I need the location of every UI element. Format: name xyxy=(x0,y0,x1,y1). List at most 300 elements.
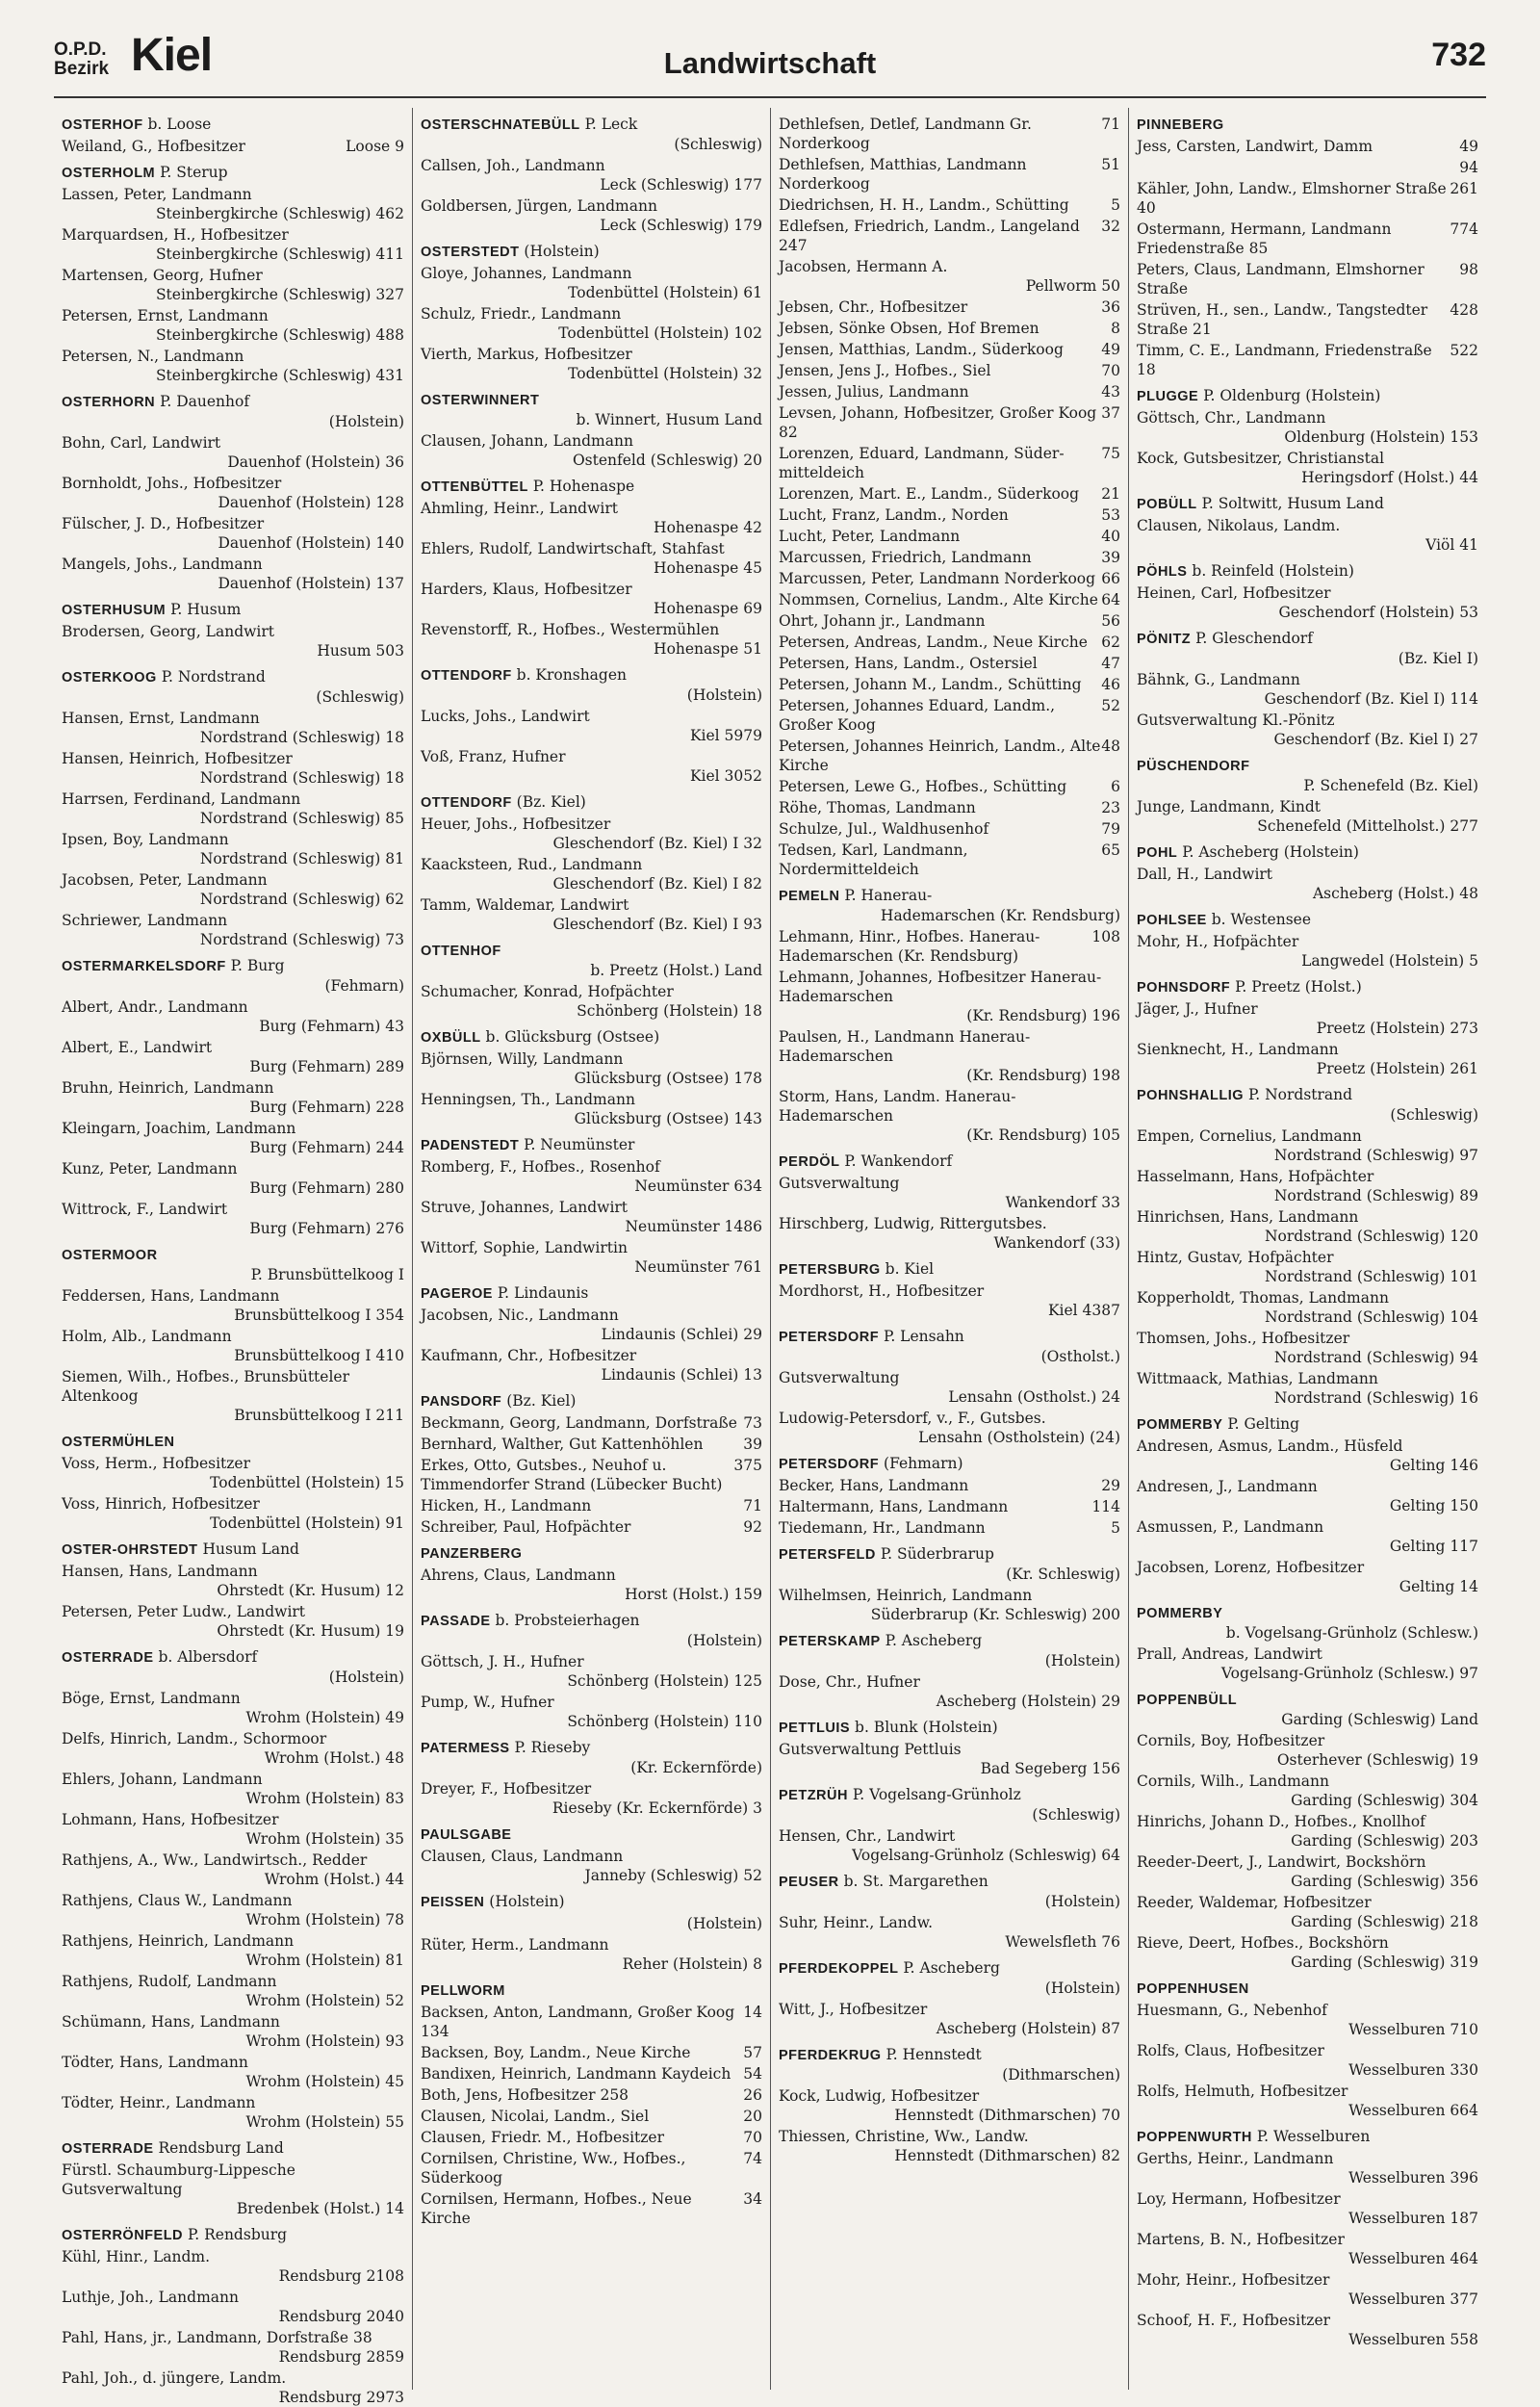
entry-line xyxy=(779,1409,1120,1428)
entry-line xyxy=(62,2328,404,2347)
entry-location-line xyxy=(421,726,762,745)
entry-line xyxy=(1137,1248,1478,1267)
entry-location-line xyxy=(421,216,762,235)
place-section xyxy=(1137,386,1478,487)
entry-location: Bad Segeberg xyxy=(980,1760,1088,1777)
entry-location-line xyxy=(1137,1791,1478,1810)
phone-number: 1486 xyxy=(724,1218,762,1235)
entry-location: Hohenaspe xyxy=(654,559,739,577)
phone-number: 53 xyxy=(1101,506,1120,524)
entry-location-line xyxy=(421,1069,762,1088)
entry-name: Clausen, Claus, Landmann xyxy=(421,1848,624,1865)
phone-number: 18 xyxy=(385,729,404,746)
place-heading xyxy=(1137,842,1478,863)
directory-entry xyxy=(62,474,404,512)
phone-number: 488 xyxy=(375,326,404,344)
entry-line xyxy=(421,1346,762,1365)
entry-line xyxy=(1137,2001,1478,2020)
directory-entry xyxy=(62,433,404,472)
entry-location-line xyxy=(421,558,762,578)
entry-location: Neumünster xyxy=(634,1178,730,1195)
entry-location-line xyxy=(1137,730,1478,749)
directory-entry xyxy=(1137,1477,1478,1515)
place-section xyxy=(779,1327,1120,1447)
entry-location: Rendsburg xyxy=(278,2389,362,2406)
entry-location: Ascheberg (Holstein) xyxy=(936,1693,1097,1710)
phone-number: 24 xyxy=(1101,1388,1120,1406)
entry-name: Hinrichs, Johann D., Hofbes., Knollhof xyxy=(1137,1813,1425,1830)
place-heading xyxy=(779,1259,1120,1280)
phone-number: 37 xyxy=(1101,404,1120,422)
phone-number: 3 xyxy=(753,1799,762,1817)
phone-number: 120 xyxy=(1450,1228,1478,1245)
entry-line xyxy=(62,2012,404,2032)
directory-entry xyxy=(779,819,1120,839)
place-subline: (Schleswig) xyxy=(1032,1806,1120,1824)
directory-entry xyxy=(421,2085,762,2105)
entry-name: Lehmann, Johannes, Hofbesitzer Hanerau-Hademarschen xyxy=(779,969,1102,1005)
entry-name: Martensen, Georg, Hufner xyxy=(62,267,263,284)
place-heading xyxy=(1137,756,1478,776)
entry-line xyxy=(62,2247,404,2266)
phone-number: 5 xyxy=(1111,1519,1120,1537)
place-section xyxy=(421,941,762,1021)
entry-location: Hennstedt (Dithmarschen) xyxy=(894,2147,1097,2164)
entry-name: Timm, C. E., Landmann, Friedenstraße 18 xyxy=(1137,342,1432,378)
entry-line xyxy=(779,1518,1120,1538)
entry-name: Wittorf, Sophie, Landwirtin xyxy=(421,1239,628,1256)
entry-name: Albert, Andr., Landmann xyxy=(62,998,248,1016)
entry-line xyxy=(779,484,1120,504)
entry-location: Nordstrand (Schleswig) xyxy=(199,769,381,787)
directory-entry xyxy=(421,1693,762,1731)
phone-number: 98 xyxy=(1459,261,1478,278)
directory-column xyxy=(770,108,1128,2390)
directory-entry xyxy=(779,340,1120,359)
entry-location-line xyxy=(1137,1750,1478,1770)
phone-number: 20 xyxy=(743,452,762,469)
entry-name: Cornilsen, Christine, Ww., Hofbes., Süderkoog xyxy=(421,2150,686,2187)
place-name: PÖHLS xyxy=(1137,564,1188,580)
entry-location-line xyxy=(62,285,404,304)
entry-line xyxy=(62,1367,404,1406)
phone-number: 3052 xyxy=(724,767,762,785)
entry-line xyxy=(421,345,762,364)
directory-entry xyxy=(421,345,762,383)
directory-entry xyxy=(779,217,1120,255)
entry-line xyxy=(779,1368,1120,1387)
entry-line xyxy=(421,1198,762,1217)
directory-entry xyxy=(1137,516,1478,555)
directory-entry xyxy=(1137,932,1478,971)
entry-line xyxy=(1137,932,1478,951)
entry-location: Schönberg (Holstein) xyxy=(577,1002,739,1020)
phone-number: 61 xyxy=(743,284,762,301)
entry-name: Lucht, Peter, Landmann xyxy=(779,528,961,545)
directory-entry xyxy=(779,527,1120,546)
entry-name: Cornils, Boy, Hofbesitzer xyxy=(1137,1732,1325,1749)
entry-location: Reher (Holstein) xyxy=(622,1955,749,1973)
directory-entry xyxy=(779,654,1120,673)
entry-location: Nordstrand (Schleswig) xyxy=(199,810,381,827)
place-name: OSTERKOOG xyxy=(62,670,157,686)
post-office: P. Ascheberg xyxy=(885,1632,983,1649)
entry-line xyxy=(421,2189,762,2228)
entry-location-line xyxy=(779,1301,1120,1320)
phone-number: 261 xyxy=(1450,180,1478,197)
entry-location-line xyxy=(779,1605,1120,1624)
place-section xyxy=(421,1391,762,1537)
entry-location: Wesselburen xyxy=(1348,2021,1446,2038)
entry-name: Göttsch, J. H., Hufner xyxy=(421,1653,584,1670)
post-office: P. Hennstedt xyxy=(886,2046,982,2063)
entry-name: Ohrt, Johann jr., Landmann xyxy=(779,612,986,630)
entry-name: Huesmann, G., Nebenhof xyxy=(1137,2002,1327,2019)
entry-name: Asmussen, P., Landmann xyxy=(1137,1518,1324,1536)
entry-location: Garding (Schleswig) xyxy=(1291,1832,1446,1850)
directory-entry xyxy=(62,789,404,828)
entry-line xyxy=(62,2161,404,2199)
entry-name: Kopperholdt, Thomas, Landmann xyxy=(1137,1289,1389,1307)
phone-number: 65 xyxy=(1101,841,1120,859)
entry-line xyxy=(779,1214,1120,1233)
directory-entry xyxy=(779,569,1120,588)
directory-entry xyxy=(421,304,762,343)
entry-line xyxy=(779,2127,1120,2146)
entry-line xyxy=(62,997,404,1017)
place-subline: b. Winnert, Husum Land xyxy=(576,411,762,428)
directory-columns xyxy=(54,108,1486,2406)
entry-name: Peters, Claus, Landmann, Elmshorner Straße xyxy=(1137,261,1424,298)
place-subline: (Fehmarn) xyxy=(324,977,404,995)
directory-entry xyxy=(1137,1126,1478,1165)
directory-entry xyxy=(1137,1731,1478,1770)
entry-name: Harders, Klaus, Hofbesitzer xyxy=(421,581,632,598)
place-section xyxy=(779,1785,1120,1865)
entry-line xyxy=(421,304,762,324)
phone-number: (33) xyxy=(1090,1234,1120,1252)
entry-line xyxy=(62,433,404,453)
entry-line xyxy=(1137,1329,1478,1348)
directory-entry xyxy=(1137,711,1478,749)
directory-entry xyxy=(62,709,404,747)
post-office: (Bz. Kiel) xyxy=(506,1392,577,1410)
entry-name: Rieve, Deert, Hofbes., Bockshörn xyxy=(1137,1934,1389,1952)
entry-name: Harrsen, Ferdinand, Landmann xyxy=(62,790,301,808)
entry-name: Weiland, G., Hofbesitzer xyxy=(62,138,245,155)
entry-name: Bornholdt, Johs., Hofbesitzer xyxy=(62,475,282,492)
entry-name: Hansen, Hans, Landmann xyxy=(62,1563,258,1580)
phone-number: 70 xyxy=(743,2129,762,2146)
place-heading xyxy=(1137,2127,1478,2147)
entry-location-line xyxy=(421,283,762,302)
phone-number: 32 xyxy=(1101,218,1120,235)
place-section xyxy=(421,115,762,235)
phone-number: 93 xyxy=(743,916,762,933)
phone-number: 33 xyxy=(1101,1194,1120,1211)
entry-location-line xyxy=(62,2347,404,2367)
entry-name: Luthje, Joh., Landmann xyxy=(62,2289,239,2306)
entry-line xyxy=(421,1238,762,1257)
entry-location: Hohenaspe xyxy=(654,600,739,617)
phone-number: 42 xyxy=(743,519,762,536)
post-office: P. Nordstrand xyxy=(1247,1086,1353,1103)
post-office: P. Rendsburg xyxy=(187,2226,288,2243)
phone-number: 5 xyxy=(1111,196,1120,214)
directory-entry xyxy=(779,319,1120,338)
phone-number: 39 xyxy=(743,1436,762,1453)
place-name: OSTERRADE xyxy=(62,1650,154,1666)
entry-location: Neumünster xyxy=(625,1218,720,1235)
post-office: P. Nordstrand xyxy=(161,668,266,686)
entry-location-line xyxy=(1137,1146,1478,1165)
phone-number: 410 xyxy=(375,1347,404,1364)
entry-name: Beckmann, Georg, Landmann, Dorfstraße xyxy=(421,1414,737,1432)
directory-entry xyxy=(421,1566,762,1604)
entry-name: Schulze, Jul., Waldhusenhof xyxy=(779,820,989,838)
phone-number: 375 xyxy=(733,1457,762,1474)
entry-line xyxy=(779,611,1120,631)
entry-line xyxy=(421,1157,762,1177)
place-subline: (Ostholst.) xyxy=(1040,1348,1120,1365)
place-heading xyxy=(1137,977,1478,997)
directory-entry xyxy=(1137,2041,1478,2080)
entry-location-line xyxy=(62,1306,404,1325)
entry-location-line xyxy=(62,768,404,788)
entry-location: Wrohm (Holst.) xyxy=(264,1871,381,1888)
entry-line xyxy=(779,1497,1120,1516)
entry-location: Burg (Fehmarn) xyxy=(249,1220,372,1237)
phone-number: 56 xyxy=(1101,612,1120,630)
entry-name: Storm, Hans, Landm. Hanerau-Hademarschen xyxy=(779,1088,1016,1125)
directory-entry xyxy=(1137,449,1478,487)
phone-number: 48 xyxy=(1101,738,1120,755)
entry-location: Wrohm (Holstein) xyxy=(245,1790,381,1807)
place-name: OSTERWINNERT xyxy=(421,393,540,408)
entry-location: Bredenbek (Holst.) xyxy=(236,2200,381,2217)
entry-line xyxy=(421,815,762,834)
entry-name: Hirschberg, Ludwig, Rittergutsbes. xyxy=(779,1215,1047,1232)
directory-entry xyxy=(421,539,762,578)
entry-name: Marcussen, Peter, Landmann Norderkoog xyxy=(779,570,1096,587)
entry-line xyxy=(62,1972,404,1991)
entry-location: Wesselburen xyxy=(1348,2061,1446,2079)
phone-number: 319 xyxy=(1450,1954,1478,1971)
entry-location: Todenbüttel (Holstein) xyxy=(558,324,730,342)
entry-location-line xyxy=(779,2106,1120,2125)
entry-location: Burg (Fehmarn) xyxy=(259,1018,381,1035)
place-name: POPPENWURTH xyxy=(1137,2130,1252,2145)
entry-name: Fürstl. Schaumburg-Lippesche Gutsverwaltung xyxy=(62,2161,295,2198)
directory-entry xyxy=(779,1476,1120,1495)
entry-line xyxy=(779,257,1120,276)
entry-location: Wankendorf xyxy=(1005,1194,1097,1211)
entry-location-line xyxy=(62,1017,404,1036)
entry-location-line xyxy=(62,1219,404,1238)
entry-name: Empen, Cornelius, Landmann xyxy=(1137,1127,1362,1145)
post-office: b. Kiel xyxy=(885,1260,935,1278)
entry-line xyxy=(1137,1644,1478,1664)
entry-name xyxy=(421,1914,687,1933)
entry-line xyxy=(779,1586,1120,1605)
entry-line xyxy=(62,2053,404,2072)
directory-entry xyxy=(779,257,1120,296)
entry-line xyxy=(1137,341,1478,379)
phone-number: 44 xyxy=(385,1871,404,1888)
place-name: POHNSHALLIG xyxy=(1137,1088,1245,1103)
place-name: PLUGGE xyxy=(1137,389,1199,404)
post-office: P. Preetz (Holst.) xyxy=(1235,978,1362,996)
directory-entry xyxy=(62,137,404,156)
directory-column xyxy=(54,108,412,2406)
entry-location-line xyxy=(62,1829,404,1849)
phone-number: 49 xyxy=(385,1709,404,1726)
place-section xyxy=(62,2225,404,2407)
entry-line xyxy=(1137,1852,1478,1872)
directory-entry xyxy=(1137,1812,1478,1851)
place-name: OSTERRÖNFELD xyxy=(62,2228,184,2243)
directory-entry xyxy=(779,798,1120,817)
phone-number: 83 xyxy=(385,1790,404,1807)
entry-line xyxy=(1137,2270,1478,2290)
place-name: PANZERBERG xyxy=(421,1546,523,1562)
entry-name: Ehlers, Rudolf, Landwirtschaft, Stahfast xyxy=(421,540,725,557)
phone-number: 110 xyxy=(733,1713,762,1730)
entry-line xyxy=(1137,711,1478,730)
entry-location: Dauenhof (Holstein) xyxy=(227,453,381,471)
place-section xyxy=(421,1738,762,1818)
entry-location-line xyxy=(421,518,762,537)
entry-name: Schriewer, Landmann xyxy=(62,912,228,929)
directory-entry xyxy=(62,1810,404,1849)
phone-number: 52 xyxy=(1101,697,1120,714)
entry-location: Rieseby (Kr. Eckernförde) xyxy=(552,1799,749,1817)
entry-line xyxy=(421,2128,762,2147)
entry-location-line xyxy=(1137,689,1478,709)
entry-line xyxy=(779,1913,1120,1932)
place-section xyxy=(1137,756,1478,836)
entry-location-line xyxy=(62,2388,404,2407)
directory-entry xyxy=(62,1851,404,1889)
place-heading xyxy=(421,1283,762,1304)
entry-location-line xyxy=(421,874,762,893)
entry-name: Bohn, Carl, Landwirt xyxy=(62,434,221,452)
place-heading xyxy=(62,2225,404,2245)
directory-entry xyxy=(1137,1207,1478,1246)
directory-entry xyxy=(779,777,1120,796)
place-section xyxy=(1137,115,1478,379)
entry-line xyxy=(62,225,404,245)
entry-location-line xyxy=(1137,1664,1478,1683)
entry-location-line xyxy=(62,809,404,828)
entry-name: Junge, Landmann, Kindt xyxy=(1137,798,1321,815)
entry-location: Wesselburen xyxy=(1348,2210,1446,2227)
place-section xyxy=(779,2045,1120,2165)
post-office: b. Reinfeld (Holstein) xyxy=(1192,562,1354,580)
entry-name: Kaacksteen, Rud., Landmann xyxy=(421,856,643,873)
entry-location-line xyxy=(421,175,762,194)
place-heading xyxy=(779,1718,1120,1738)
entry-location-line xyxy=(1137,2290,1478,2309)
directory-entry xyxy=(421,1157,762,1196)
phone-number: 159 xyxy=(733,1586,762,1603)
directory-entry xyxy=(62,1602,404,1641)
entry-line xyxy=(1137,1893,1478,1912)
phone-number: 16 xyxy=(1459,1389,1478,1407)
directory-entry xyxy=(1137,1329,1478,1367)
entry-name: Göttsch, Chr., Landmann xyxy=(1137,409,1326,427)
phone-number: 44 xyxy=(1459,469,1478,486)
place-section xyxy=(421,1543,762,1604)
entry-name: Both, Jens, Hofbesitzer 258 xyxy=(421,2086,629,2104)
place-section xyxy=(421,1892,762,1974)
entry-name: Thiessen, Christine, Ww., Landw. xyxy=(779,2128,1029,2145)
entry-name: Henningsen, Th., Landmann xyxy=(421,1091,635,1108)
entry-location-line xyxy=(421,1365,762,1385)
place-section xyxy=(1137,910,1478,971)
entry-name: Petersen, Peter Ludw., Landwirt xyxy=(62,1603,306,1620)
entry-line xyxy=(62,830,404,849)
place-subline: (Holstein) xyxy=(1044,1652,1120,1669)
phone-number: 710 xyxy=(1450,2021,1478,2038)
entry-location-line xyxy=(421,451,762,470)
entry-name: Rathjens, A., Ww., Landwirtsch., Redder xyxy=(62,1851,368,1869)
entry-line xyxy=(62,1931,404,1951)
phone-number: 47 xyxy=(1101,655,1120,672)
entry-name: Clausen, Nicolai, Landm., Siel xyxy=(421,2108,650,2125)
entry-line xyxy=(62,474,404,493)
entry-line xyxy=(779,590,1120,609)
entry-location-line xyxy=(779,2019,1120,2038)
phone-number: 14 xyxy=(743,2004,762,2021)
entry-line xyxy=(421,982,762,1001)
place-section xyxy=(62,1245,404,1425)
entry-location-line xyxy=(779,1759,1120,1778)
place-section xyxy=(421,1825,762,1885)
entry-location: Lindaunis (Schlei) xyxy=(601,1326,739,1343)
entry-location-line xyxy=(62,930,404,949)
place-heading xyxy=(62,600,404,620)
entry-line xyxy=(779,737,1120,775)
directory-entry xyxy=(1137,2230,1478,2268)
entry-location: Gelting xyxy=(1389,1457,1446,1474)
directory-entry xyxy=(421,2064,762,2083)
place-heading xyxy=(62,667,404,687)
entry-name: Clausen, Johann, Landmann xyxy=(421,432,633,450)
entry-line xyxy=(1137,2082,1478,2101)
entry-name: Schulz, Friedr., Landmann xyxy=(421,305,622,323)
phone-number: 62 xyxy=(385,891,404,908)
place-subline: P. Brunsbüttelkoog I xyxy=(250,1266,404,1283)
entry-location: Hohenaspe xyxy=(654,640,739,658)
entry-line xyxy=(62,1770,404,1789)
entry-name: Sienknecht, H., Landmann xyxy=(1137,1041,1339,1058)
entry-name: Reeder-Deert, J., Landwirt, Bockshörn xyxy=(1137,1853,1426,1871)
entry-name: Edlefsen, Friedrich, Landm., Langeland 247 xyxy=(779,218,1080,254)
directory-entry xyxy=(421,1652,762,1691)
place-name: PETERSFELD xyxy=(779,1547,876,1563)
entry-line xyxy=(62,622,404,641)
phone-number: 91 xyxy=(385,1514,404,1532)
place-name: POPPENBÜLL xyxy=(1137,1693,1238,1708)
phone-number: 85 xyxy=(385,810,404,827)
entry-line xyxy=(421,1566,762,1585)
entry-location-line xyxy=(62,1991,404,2010)
entry-location: Wrohm (Holstein) xyxy=(245,1709,381,1726)
phone-number: 12 xyxy=(385,1582,404,1599)
place-section xyxy=(1137,842,1478,903)
phone-number: 32 xyxy=(743,835,762,852)
